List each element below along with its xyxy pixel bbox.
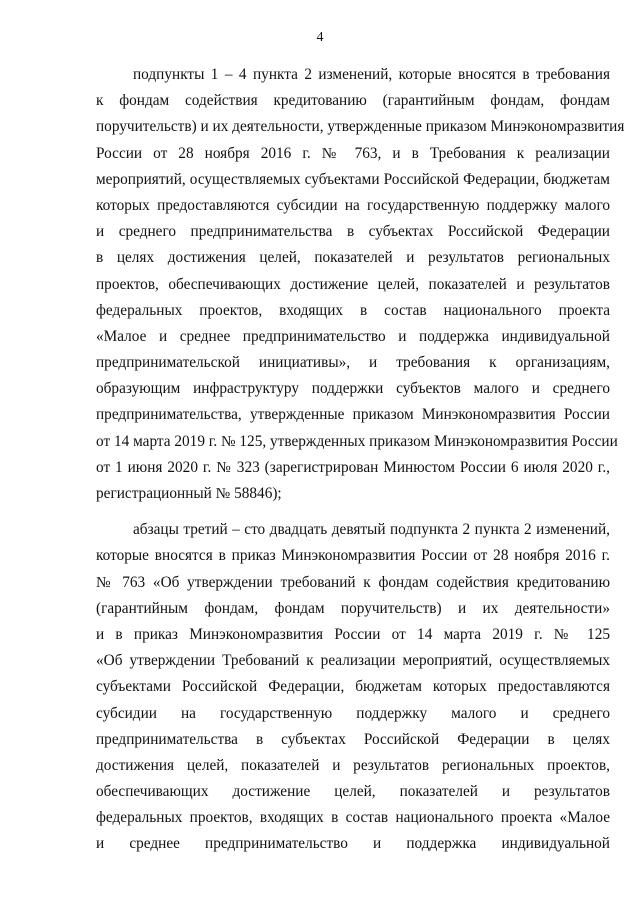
text-line: предпринимательства в субъектах Российской Федерации в целях: [96, 730, 610, 748]
paragraph-spacer: [96, 507, 610, 517]
text-line: которых предоставляются субсидии на государственную поддержку малого: [96, 196, 610, 214]
page-number: 4: [316, 30, 324, 45]
text-line: которые вносятся в приказ Минэкономразвития России от 28 ноября 2016 г.: [96, 547, 610, 565]
paragraph-2: [96, 517, 610, 857]
text-line: абзацы третий – сто двадцать девятый подпункта 2 пункта 2 изменений,: [133, 521, 610, 539]
text-line: поручительств) и их деятельности, утвержденные приказом Минэкономразвития: [96, 118, 625, 136]
text-line: № 763 «Об утверждении требований к фондам содействия кредитованию: [96, 573, 610, 591]
text-line: достижения целей, показателей и результатов региональных проектов,: [96, 756, 610, 774]
text-line: «Об утверждении Требований к реализации мероприятий, осуществляемых: [96, 652, 610, 670]
text-line: мероприятий, осуществляемых субъектами Российской Федерации, бюджетам: [96, 170, 610, 188]
text-line: субъектами Российской Федерации, бюджетам которых предоставляются: [96, 678, 610, 696]
text-line: федеральных проектов, входящих в состав национального проекта: [96, 301, 610, 319]
text-line: подпункты 1 – 4 пункта 2 изменений, которые вносятся в требования: [133, 66, 610, 83]
text-line: и среднее предпринимательство и поддержка индивидуальной: [96, 835, 610, 853]
text-line: (гарантийным фондам, фондам поручительств) и их деятельности»: [96, 599, 610, 617]
text-line: предпринимательства, утвержденные приказом Минэкономразвития России: [96, 406, 610, 424]
text-line: федеральных проектов, входящих в состав национального проекта «Малое: [96, 809, 610, 827]
text-line: «Малое и среднее предпринимательство и поддержка индивидуальной: [96, 327, 610, 345]
text-line: России от 28 ноября 2016 г. № 763, и в Требования к реализации: [96, 144, 610, 162]
text-line: от 14 марта 2019 г. № 125, утвержденных приказом Минэкономразвития России: [96, 432, 618, 450]
text-line: регистрационный № 58846);: [96, 485, 282, 502]
text-line: образующим инфраструктуру поддержки субъектов малого и среднего: [96, 380, 610, 398]
paragraph-1: [96, 62, 625, 507]
text-line: и среднего предпринимательства в субъектах Российской Федерации: [96, 223, 610, 241]
text-line: и в приказ Минэкономразвития России от 14 марта 2019 г. № 125: [96, 625, 610, 643]
document-body: [96, 62, 625, 858]
text-line: от 1 июня 2020 г. № 323 (зарегистрирован Минюстом России 6 июля 2020 г.,: [96, 458, 610, 476]
text-line: проектов, обеспечивающих достижение целей, показателей и результатов: [96, 275, 610, 293]
text-line: к фондам содействия кредитованию (гарантийным фондам, фондам: [96, 92, 610, 110]
text-line: субсидии на государственную поддержку малого и среднего: [96, 704, 610, 722]
text-line: обеспечивающих достижение целей, показателей и результатов: [96, 783, 610, 801]
text-line: предпринимательской инициативы», и требования к организациям,: [96, 354, 610, 372]
text-line: в целях достижения целей, показателей и результатов региональных: [96, 249, 610, 267]
